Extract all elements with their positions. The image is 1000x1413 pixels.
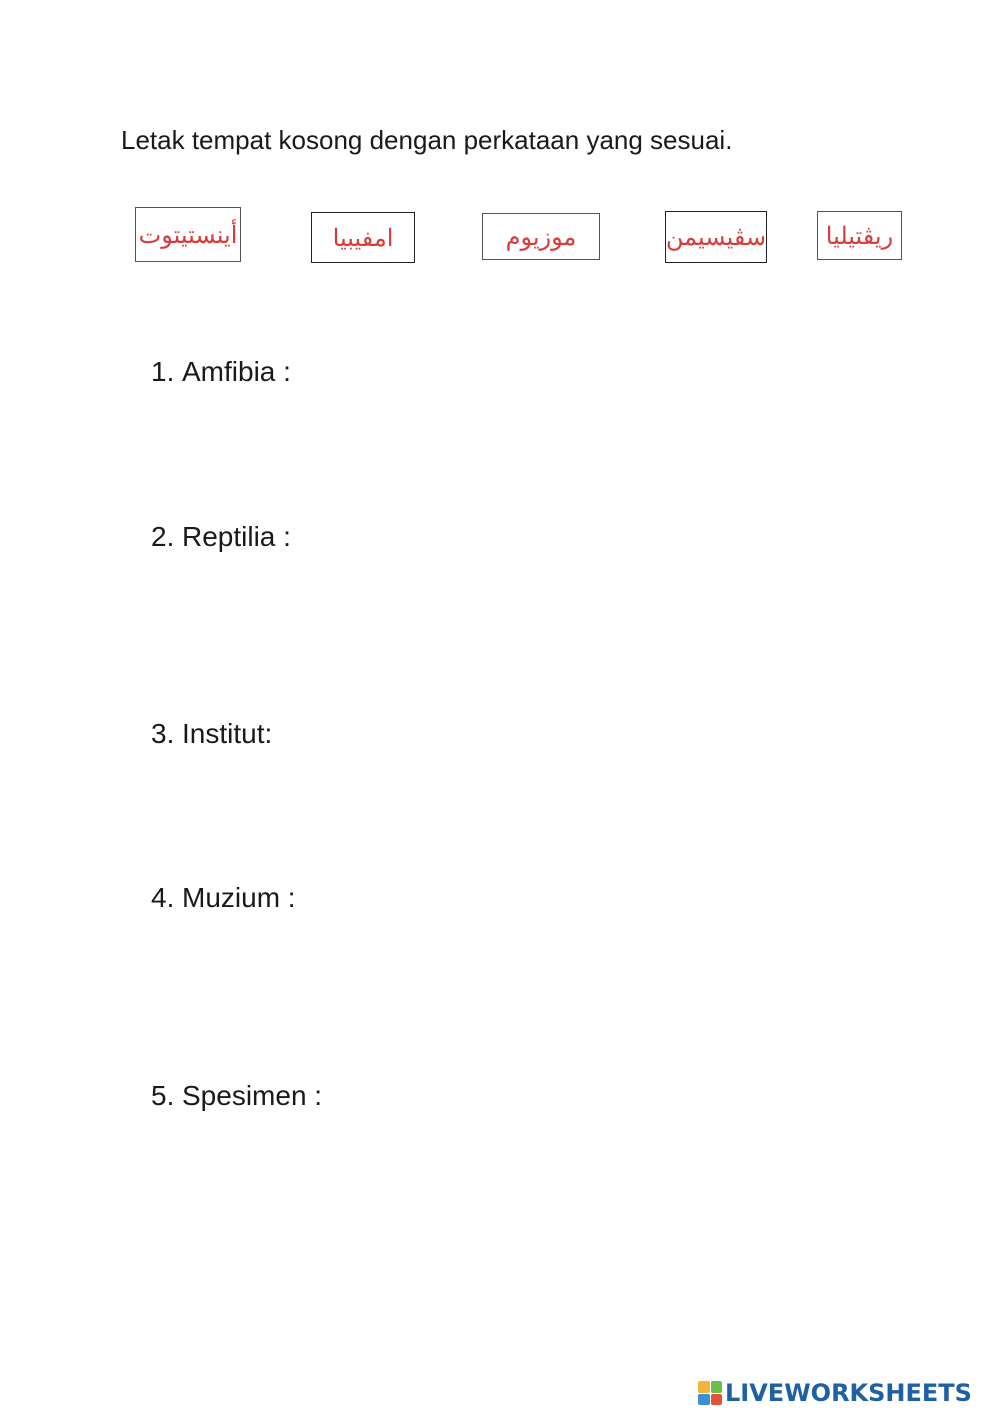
question-label: Spesimen : [182,1080,323,1111]
question-number: 2. [151,521,175,552]
word-card-reptilia[interactable]: ريڤتيليا [817,211,902,260]
question-4 [151,881,296,915]
question-label: Muzium : [182,882,296,913]
question-label: Institut: [182,718,273,749]
liveworksheets-logo [698,1378,972,1408]
question-1 [151,355,291,389]
word-bank [0,0,1000,300]
question-number: 3. [151,718,175,749]
word-card-amfibia[interactable]: امفيبيا [311,212,415,263]
question-number: 4. [151,882,175,913]
question-5 [151,1079,322,1113]
word-card-spesimen[interactable]: سڤيسيمن [665,211,767,263]
logo-square-icon [711,1394,723,1406]
logo-square-icon [711,1381,723,1393]
question-label: Reptilia : [182,521,291,552]
question-number: 5. [151,1080,175,1111]
question-2 [151,520,291,554]
logo-square-icon [698,1394,710,1406]
question-3 [151,717,272,751]
logo-mark-icon [698,1381,722,1405]
word-card-muzium[interactable]: موزيوم [482,213,600,260]
question-number: 1. [151,356,175,387]
instruction-text: Letak tempat kosong dengan perkataan yang sesuai. [121,125,733,155]
question-label: Amfibia : [182,356,291,387]
logo-square-icon [698,1381,710,1393]
logo-text: LIVEWORKSHEETS [725,1379,972,1407]
word-card-institut[interactable]: أينستيتوت [135,207,241,262]
